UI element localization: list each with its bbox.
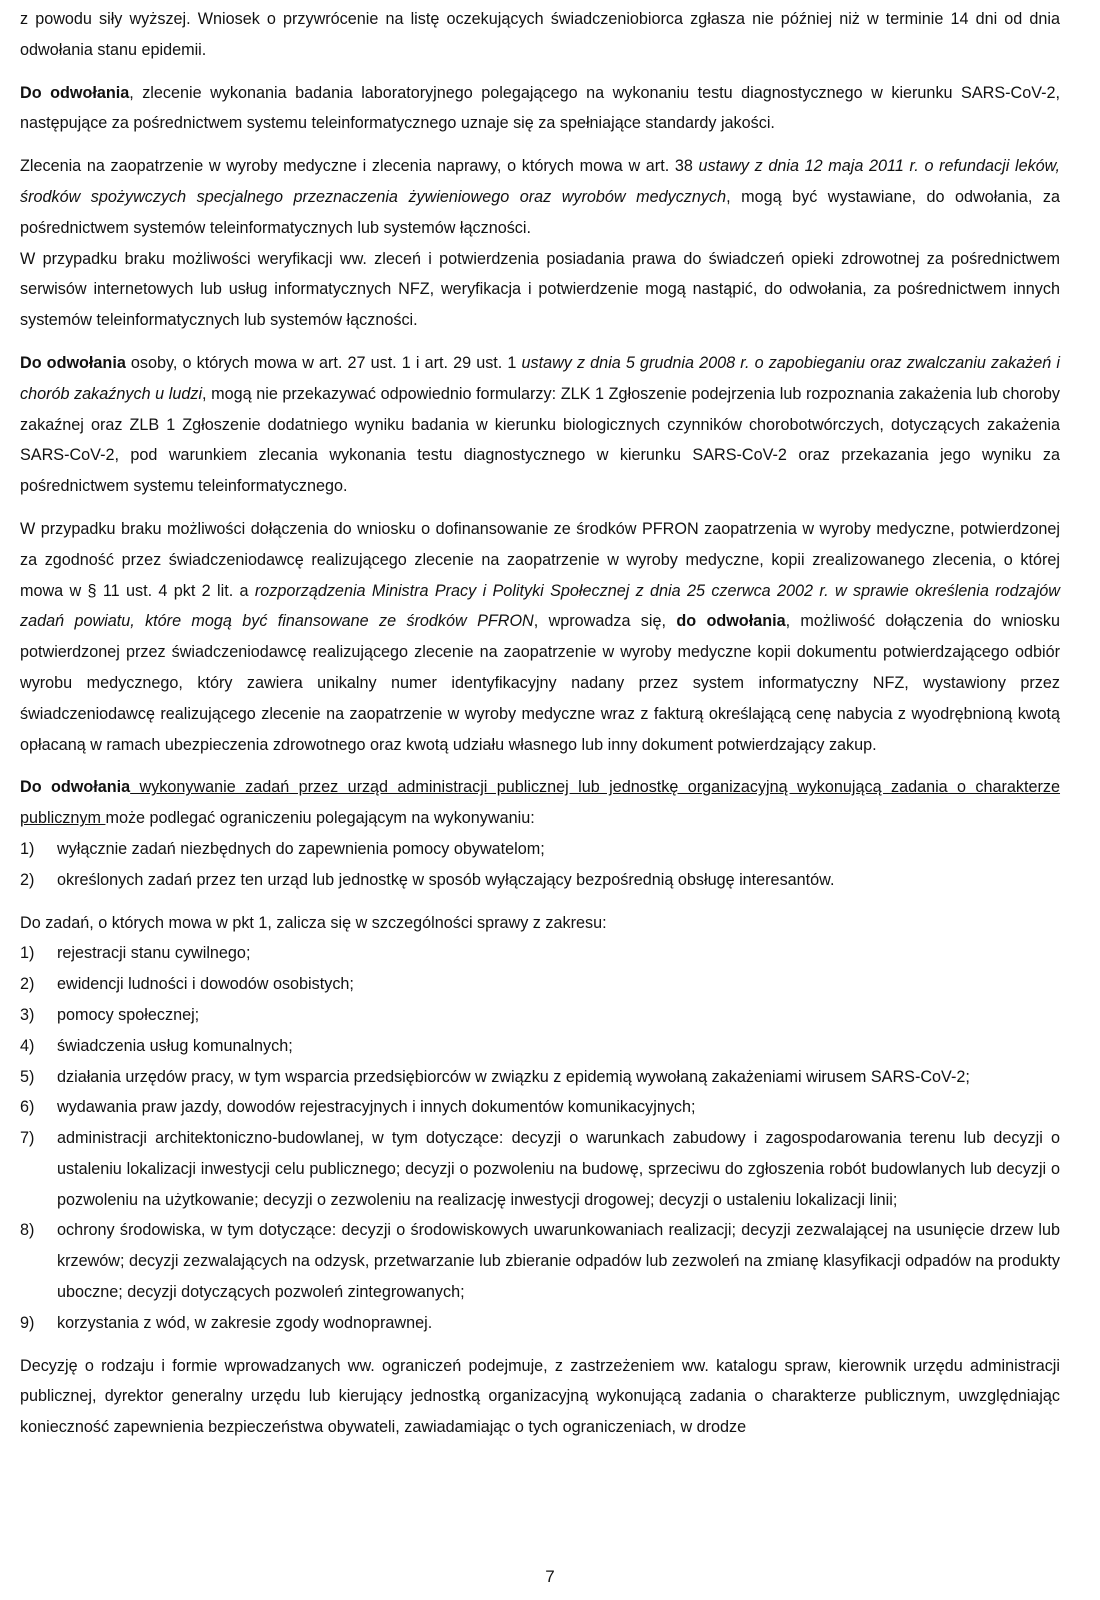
list-item [20, 1308, 1060, 1339]
list-text: rejestracji stanu cywilnego; [57, 944, 251, 963]
list-number: 2) [20, 870, 35, 889]
bold-phrase: Do odwołania [20, 778, 131, 797]
paragraph-2 [20, 78, 1060, 140]
list-item [20, 1000, 1060, 1031]
law-citation: ustawy z dnia 12 maja 2011 r. o refundacji leków, środków spożywczych specjalnego przeznaczenia żywieniowego oraz wyrobów medycznych [20, 157, 1060, 206]
bold-phrase: do odwołania [676, 612, 786, 631]
restriction-list [20, 834, 1060, 896]
paragraph-4: W przypadku braku możliwości weryfikacji ww. zleceń i potwierdzenia posiadania prawa do świadczeń opieki zdrowotnej za pośrednictwem serwisów internetowych lub usług informatycznych NFZ, weryfikacja i potwierdzenie mogą nastąpić, do odwołania, za pośrednictwem innych systemów teleinformatycznych lub systemów łączności. [20, 249, 1060, 330]
paragraph-text: , zlecenie wykonania badania laboratoryjnego polegającego na wykonaniu testu diagnostycznego w kierunku SARS-CoV-2, następujące za pośrednictwem systemu teleinformatycznego uznaje się za spełniające standardy jakości. [20, 83, 1060, 133]
list-item [20, 969, 1060, 1000]
paragraph-9: Decyzję o rodzaju i formie wprowadzanych ww. ograniczeń podejmuje, z zastrzeżeniem ww. katalogu spraw, kierownik urzędu administracji publicznej, dyrektor generalny urzędu lub kierujący jednostką organizacyjną wykonującą zadania o charakterze publicznym, uwzględniając konieczność zapewnienia bezpieczeństwa obywateli, zawiadamiając o tych ograniczeniach, w drodze [20, 1356, 1060, 1437]
list-number: 7) [20, 1129, 35, 1148]
paragraph-6 [20, 514, 1060, 760]
list-text: ewidencji ludności i dowodów osobistych; [57, 975, 354, 994]
law-citation: ustawy z dnia 5 grudnia 2008 r. o zapobieganiu oraz zwalczaniu zakażeń i chorób zakaźnych u ludzi [20, 353, 1060, 403]
paragraph-7 [20, 772, 1060, 834]
list-text: określonych zadań przez ten urząd lub jednostkę w sposób wyłączający bezpośrednią obsługę interesantów. [57, 870, 835, 889]
list-text: administracji architektoniczno-budowlanej, w tym dotyczące: decyzji o warunkach zabudowy i zagospodarowania terenu lub decyzji o ustaleniu lokalizacji inwestycji celu publicznego; decyzji o pozwoleniu na budowę, sprzeciwu do zgłoszenia robót budowlanych lub decyzji o pozwoleniu na użytkowanie; decyzji o zezwoleniu na realizację inwestycji drogowej; decyzji o ustaleniu lokalizacji linii; [57, 1129, 1060, 1209]
document-page [20, 4, 1060, 1443]
list-number: 1) [20, 839, 35, 858]
list-item [20, 1031, 1060, 1062]
list-text: ochrony środowiska, w tym dotyczące: decyzji o środowiskowych uwarunkowaniach realizacji; decyzji zezwalającej na usunięcie drzew lub krzewów; decyzji zezwalających na odzysk, przetwarzanie lub zbieranie odpadów lub zezwoleń na zmianę klasyfikacji odpadów na produkty uboczne; decyzji dotyczących pozwoleń zintegrowanych; [57, 1221, 1060, 1302]
paragraph-5 [20, 348, 1060, 502]
paragraph-text: , możliwość dołączenia do wniosku potwierdzonej przez świadczeniodawcę realizującego zlecenie na zaopatrzenie w wyroby medyczne kopii dokumentu potwierdzającego odbiór wyrobu medycznego, który zawiera unikalny numer identyfikacyjny nadany przez system informatyczny NFZ, wystawiony przez świadczeniodawcę realizującego zlecenie na zaopatrzenie w wyroby medyczne wraz z fakturą określającą cenę nabycia z wyodrębnioną kwotą opłacaną w ramach ubezpieczenia zdrowotnego oraz kwotą udziału własnego lub inny dokument potwierdzający zakup. [20, 612, 1060, 754]
list-text: pomocy społecznej; [57, 1005, 200, 1024]
list-item [20, 938, 1060, 969]
list-number: 5) [20, 1067, 35, 1086]
paragraph-text: może podlegać ograniczeniu polegającym na wykonywaniu: [105, 809, 535, 828]
list-text: działania urzędów pracy, w tym wsparcia przedsiębiorców w związku z epidemią wywołaną zakażeniami wirusem SARS-CoV-2; [57, 1067, 970, 1086]
list-number: 4) [20, 1036, 35, 1055]
page-number: 7 [545, 1567, 555, 1586]
list-item [20, 1062, 1060, 1093]
list-number: 8) [20, 1221, 35, 1240]
list-item [20, 1215, 1060, 1307]
paragraph-text: , mogą nie przekazywać odpowiednio formularzy: ZLK 1 Zgłoszenie podejrzenia lub rozpoznania zakażenia lub choroby zakaźnej oraz ZLB 1 Zgłoszenie dodatniego wyniku badania w kierunku biologicznych czynników chorobotwórczych, dotyczących zakażenia SARS-CoV-2, pod warunkiem zlecania wykonania testu diagnostycznego w kierunku SARS-CoV-2 oraz przekazania jego wyniku za pośrednictwem systemu teleinformatycznego. [20, 384, 1060, 496]
paragraph-text: , mogą być wystawiane, do odwołania, za pośrednictwem systemów teleinformatycznych lub systemów łączności. [20, 187, 1060, 237]
list-item [20, 865, 1060, 896]
task-scope-list [20, 938, 1060, 1338]
list-text: świadczenia usług komunalnych; [57, 1036, 293, 1055]
list-text: korzystania z wód, w zakresie zgody wodnoprawnej. [57, 1313, 433, 1332]
list-text: wyłącznie zadań niezbędnych do zapewnienia pomocy obywatelom; [57, 839, 545, 858]
paragraph-text: Zlecenia na zaopatrzenie w wyroby medyczne i zlecenia naprawy, o których mowa w art. 38 [20, 157, 699, 176]
paragraph-text: , wprowadza się, [533, 612, 677, 631]
list-number: 3) [20, 1005, 35, 1024]
paragraph-8: Do zadań, o których mowa w pkt 1, zalicza się w szczególności sprawy z zakresu: [20, 913, 607, 932]
paragraph-1: z powodu siły wyższej. Wniosek o przywrócenie na listę oczekujących świadczeniobiorca zgłasza nie później niż w terminie 14 dni od dnia odwołania stanu epidemii. [20, 10, 1060, 59]
list-item [20, 834, 1060, 865]
list-number: 9) [20, 1313, 35, 1332]
list-number: 1) [20, 944, 35, 963]
bold-phrase: Do odwołania [20, 83, 130, 102]
bold-phrase: Do odwołania [20, 353, 126, 372]
list-item [20, 1123, 1060, 1215]
paragraph-text: W przypadku braku możliwości dołączenia do wniosku o dofinansowanie ze środków PFRON zaopatrzenia w wyroby medyczne, potwierdzonej za zgodność przez świadczeniodawcę realizującego zlecenie na zaopatrzenie w wyroby medyczne, kopii zrealizowanego zlecenia, o której mowa w § 11 ust. 4 pkt 2 lit. a [20, 519, 1060, 600]
list-number: 6) [20, 1098, 35, 1117]
list-number: 2) [20, 975, 35, 994]
law-citation: rozporządzenia Ministra Pracy i Polityki Społecznej z dnia 25 czerwca 2002 r. w sprawie określenia rodzajów zadań powiatu, które mogą być finansowane ze środków PFRON [20, 581, 1060, 631]
paragraph-text: osoby, o których mowa w art. 27 ust. 1 i art. 29 ust. 1 [125, 353, 522, 372]
list-item [20, 1092, 1060, 1123]
list-text: wydawania praw jazdy, dowodów rejestracyjnych i innych dokumentów komunikacyjnych; [57, 1098, 696, 1117]
paragraph-3 [20, 151, 1060, 243]
underlined-phrase: wykonywanie zadań przez urząd administracji publicznej lub jednostkę organizacyjną wykonującą zadania o charakterze publicznym [20, 778, 1061, 828]
